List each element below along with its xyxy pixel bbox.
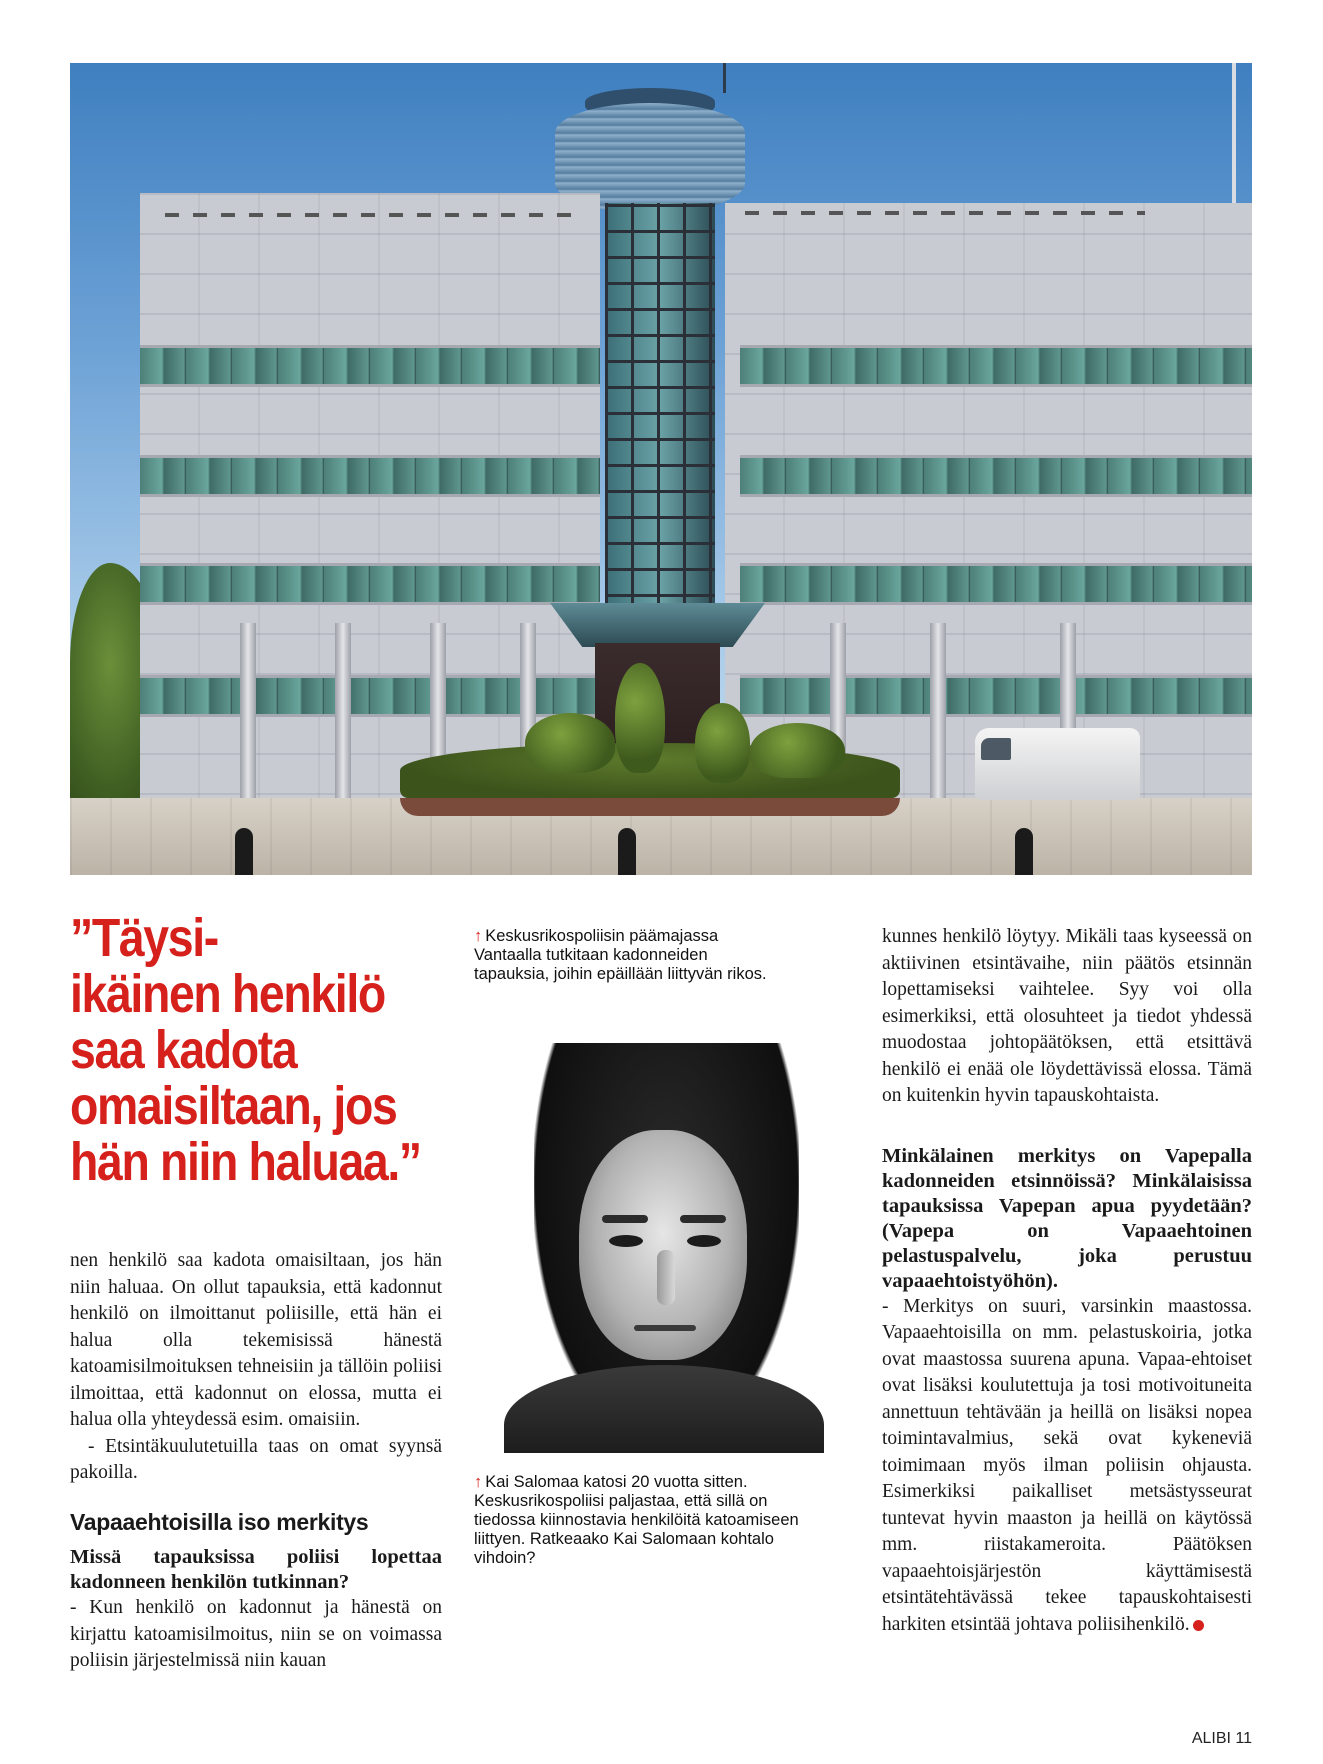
window-band [740, 455, 1252, 497]
portrait-brow [680, 1215, 726, 1223]
pull-quote-line: saa kadota [70, 1020, 297, 1080]
roof-vent-row [745, 211, 1145, 215]
facade-column [335, 623, 351, 813]
portrait-eye [609, 1235, 643, 1247]
end-mark-icon [1193, 1620, 1204, 1631]
window-band [740, 345, 1252, 387]
building-caption-text: Keskusrikospoliisin päämajassa Vantaalla tutkitaan kadonneiden tapauksia, joihin epäillään liittyvän rikos. [474, 927, 767, 983]
interview-answer: - Kun henkilö on kadonnut ja hänestä on kirjattu katoamisilmoitus, niin se on voimassa poliisin järjestelmissä niin kauan [70, 1597, 442, 1671]
body-paragraph: nen henkilö saa kadota omaisiltaan, jos hän niin haluaa. On ollut tapauksia, että kadonnut henkilö on ilmoittanut poliisille, että hän ei halua olla tekemisissä hänestä katoamisilmoituksen tehneisiin ja tällöin poliisi ilmoittaa, että kadonnut on elossa, mutta ei halua olla yhteydessä esim. omaisiin. [70, 1250, 442, 1430]
interview-question: Minkälainen merkitys on Vapepalla kadonneiden etsinnöissä? Minkälaisissa tapauksissa Vapepan apua pyydetään? (Vapepa on Vapaaehtoinen pelastuspalvelu, joka perustuu vapaaehtoistyöhön). [882, 1144, 1252, 1292]
entrance-canopy [550, 603, 765, 647]
pull-quote-line: ”Täysi- [70, 908, 218, 968]
up-arrow-icon: ↑ [474, 927, 483, 945]
portrait-nose [657, 1250, 675, 1305]
bollard [618, 828, 636, 875]
up-arrow-icon: ↑ [474, 1473, 483, 1491]
facade-column [240, 623, 256, 813]
planter-curb [400, 798, 900, 816]
window-band [740, 675, 1252, 717]
page-folio: ALIBI 11 [1191, 1730, 1252, 1747]
shrub [615, 663, 665, 773]
antenna [723, 63, 726, 93]
interview-answer-text: - Merkitys on suuri, varsinkin maastossa. Vapaaehtoisilla on mm. pelastuskoiria, jotka ovat maastossa suurena apuna. Vapaa-ehtoiset ovat lisäksi koulutettuja ja tosi motivoituneita annettuun tehtävään ja heillä on lisäksi nopea toimintavalmius, sekä ovat kykeneviä toimimaan myös ilman poliisin ohjausta. Esimerkiksi paikalliset metsästysseurat tuntevat hyvin maaston ja heillä on käytössä mm. riistakameroita. Päätöksen vapaaehtoisjärjestön käyttämisestä etsintätehtävässä tekee tapauskohtaisesti harkiten etsintää johtava poliisihenkilö. [882, 1295, 1252, 1635]
interview-answer [882, 1294, 1252, 1639]
bollard [235, 828, 253, 875]
pull-quote-line: hän niin haluaa.” [70, 1132, 421, 1192]
building-photo [70, 63, 1252, 875]
portrait-mouth [634, 1325, 696, 1331]
column-right [882, 924, 1252, 1638]
window-band [140, 563, 600, 605]
body-paragraph: kunnes henkilö löytyy. Mikäli taas kyseessä on aktiivinen etsintävaihe, niin päätös etsinnän lopettamiseksi vaihtelee. Syy voi olla esimerkiksi, että olosuhteet ja tiedot yhdessä muodostaa johtopäätöksen, että etsittävä henkilö ei enää ole löydettävissä elossa. Tämä on kuitenkin hyvin tapauskohtaista. [882, 926, 1252, 1106]
facade-column [930, 623, 946, 813]
pull-quote [70, 908, 421, 1192]
interview-question: Missä tapauksissa poliisi lopettaa kadonneen henkilön tutkinnan? [70, 1546, 442, 1593]
roof-vent-row [165, 213, 585, 217]
portrait-brow [602, 1215, 648, 1223]
pull-quote-line: omaisiltaan, jos [70, 1076, 397, 1136]
building-caption [474, 927, 779, 984]
portrait-caption [474, 1473, 819, 1568]
portrait-caption-text: Kai Salomaa katosi 20 vuotta sitten. Keskusrikospoliisi paljastaa, että sillä on tiedossa kiinnostavia henkilöitä katoamiseen liittyen. Ratkeaako Kai Salomaan kohtalo vihdoin? [474, 1473, 799, 1567]
window-band [140, 345, 600, 387]
portrait-eye [687, 1235, 721, 1247]
portrait-photo [474, 1035, 846, 1453]
glass-atrium [605, 203, 715, 623]
column-left [70, 1248, 442, 1675]
shrub [525, 713, 615, 773]
body-paragraph: - Etsintäkuulutetuilla taas on omat syynsä pakoilla. [70, 1435, 442, 1483]
bollard [1015, 828, 1033, 875]
window-band [740, 563, 1252, 605]
white-van [975, 728, 1140, 800]
shrub [695, 703, 750, 783]
section-subhead: Vapaaehtoisilla iso merkitys [70, 1508, 369, 1535]
window-band [140, 455, 600, 497]
shrub [750, 723, 845, 778]
pull-quote-line: ikäinen henkilö [70, 964, 385, 1024]
